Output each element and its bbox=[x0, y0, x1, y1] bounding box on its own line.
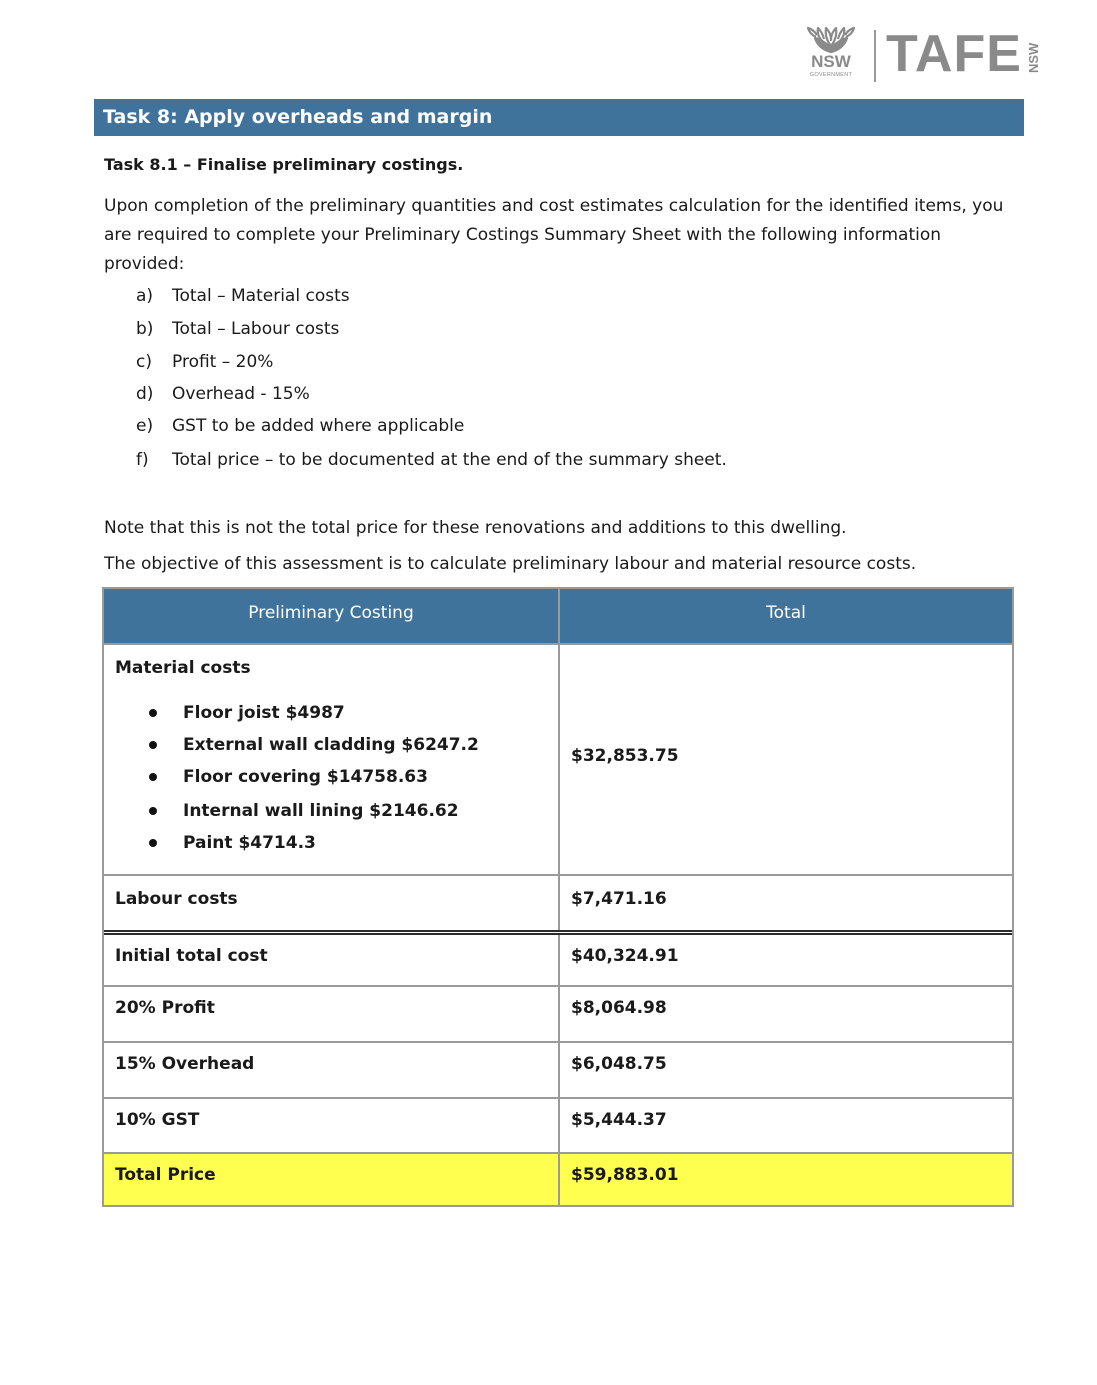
requirement-marker: c) bbox=[136, 352, 152, 372]
material-item-text: External wall cladding $6247.2 bbox=[183, 735, 479, 755]
list-item bbox=[183, 734, 479, 756]
objective-text: The objective of this assessment is to calculate preliminary labour and material resource costs. bbox=[104, 554, 917, 574]
bullet-icon bbox=[149, 741, 157, 749]
labour-costs-cell bbox=[104, 876, 560, 930]
tafe-logo-text: TAFE bbox=[886, 25, 1022, 83]
task-subheading: Task 8.1 – Finalise preliminary costings. bbox=[104, 155, 464, 174]
total-price-value-cell bbox=[560, 1154, 1012, 1205]
table-row bbox=[104, 935, 1012, 987]
logo-divider bbox=[874, 30, 876, 82]
preliminary-costing-table bbox=[102, 587, 1014, 1207]
row-label-cell bbox=[104, 987, 560, 1041]
requirement-text: Overhead - 15% bbox=[172, 384, 310, 404]
requirement-item bbox=[136, 285, 350, 307]
requirement-text: Total – Labour costs bbox=[172, 319, 340, 339]
table-header-row bbox=[104, 589, 1012, 645]
note-text: Note that this is not the total price for these renovations and additions to this dwelling. bbox=[104, 518, 847, 538]
row-total: $6,048.75 bbox=[571, 1054, 667, 1074]
material-item-text: Paint $4714.3 bbox=[183, 833, 316, 853]
row-label-cell bbox=[104, 1099, 560, 1152]
requirement-text: Profit – 20% bbox=[172, 352, 274, 372]
row-total-cell bbox=[560, 1099, 1012, 1152]
material-item-text: Floor joist $4987 bbox=[183, 703, 345, 723]
list-item bbox=[183, 800, 459, 822]
list-item bbox=[183, 832, 316, 854]
task-title-bar: Task 8: Apply overheads and margin bbox=[94, 99, 1024, 136]
header-logos bbox=[802, 24, 1047, 84]
nsw-logo-text: NSW bbox=[811, 52, 851, 71]
requirement-item bbox=[136, 318, 339, 340]
row-label: 10% GST bbox=[115, 1110, 200, 1130]
material-costs-cell bbox=[104, 645, 560, 874]
row-total: $40,324.91 bbox=[571, 946, 679, 966]
requirement-marker: e) bbox=[136, 416, 154, 436]
list-item bbox=[183, 766, 428, 788]
total-price-label-cell bbox=[104, 1154, 560, 1205]
nsw-government-logo bbox=[802, 24, 864, 84]
requirement-marker: d) bbox=[136, 384, 154, 404]
row-label-cell bbox=[104, 1043, 560, 1097]
bullet-icon bbox=[149, 773, 157, 781]
requirement-item bbox=[136, 383, 310, 405]
requirement-item bbox=[136, 449, 727, 471]
waratah-icon bbox=[806, 24, 856, 54]
table-row bbox=[104, 987, 1012, 1043]
row-total-cell bbox=[560, 1043, 1012, 1097]
table-row-material-costs bbox=[104, 645, 1012, 876]
table-row bbox=[104, 1099, 1012, 1154]
material-costs-total: $32,853.75 bbox=[571, 746, 679, 766]
material-costs-label: Material costs bbox=[115, 658, 251, 678]
header-preliminary-costing: Preliminary Costing bbox=[104, 589, 560, 643]
row-label: 15% Overhead bbox=[115, 1054, 255, 1074]
bullet-icon bbox=[149, 807, 157, 815]
total-price-label: Total Price bbox=[115, 1165, 216, 1185]
table-row-total-price bbox=[104, 1154, 1012, 1205]
bullet-icon bbox=[149, 709, 157, 717]
requirement-text: GST to be added where applicable bbox=[172, 416, 465, 436]
row-label-cell bbox=[104, 935, 560, 985]
material-item-text: Internal wall lining $2146.62 bbox=[183, 801, 459, 821]
total-price-value: $59,883.01 bbox=[571, 1165, 679, 1185]
requirement-marker: a) bbox=[136, 286, 154, 306]
bullet-icon bbox=[149, 839, 157, 847]
requirement-marker: f) bbox=[136, 450, 149, 470]
list-item bbox=[183, 702, 345, 724]
row-total: $5,444.37 bbox=[571, 1110, 667, 1130]
tafe-nsw-logo-text: NSW bbox=[1026, 42, 1041, 74]
intro-paragraph: Upon completion of the preliminary quantities and cost estimates calculation for the identified items, you are required to complete your Preliminary Costings Summary Sheet with the following information provided: bbox=[104, 196, 1004, 274]
header-total: Total bbox=[766, 603, 806, 623]
requirement-marker: b) bbox=[136, 319, 154, 339]
row-total-cell bbox=[560, 987, 1012, 1041]
row-total-cell bbox=[560, 935, 1012, 985]
labour-costs-total: $7,471.16 bbox=[571, 889, 667, 909]
row-total: $8,064.98 bbox=[571, 998, 667, 1018]
row-label: Initial total cost bbox=[115, 946, 268, 966]
material-costs-total-cell bbox=[560, 645, 1012, 874]
labour-costs-label: Labour costs bbox=[115, 889, 238, 909]
table-row bbox=[104, 1043, 1012, 1099]
row-label: 20% Profit bbox=[115, 998, 215, 1018]
requirement-text: Total – Material costs bbox=[172, 286, 350, 306]
table-row-labour-costs bbox=[104, 876, 1012, 930]
government-logo-text: GOVERNMENT bbox=[809, 72, 853, 78]
requirement-item bbox=[136, 415, 464, 437]
requirement-item bbox=[136, 351, 273, 373]
requirement-text: Total price – to be documented at the end of the summary sheet. bbox=[172, 450, 727, 470]
material-item-text: Floor covering $14758.63 bbox=[183, 767, 428, 787]
labour-costs-total-cell bbox=[560, 876, 1012, 930]
